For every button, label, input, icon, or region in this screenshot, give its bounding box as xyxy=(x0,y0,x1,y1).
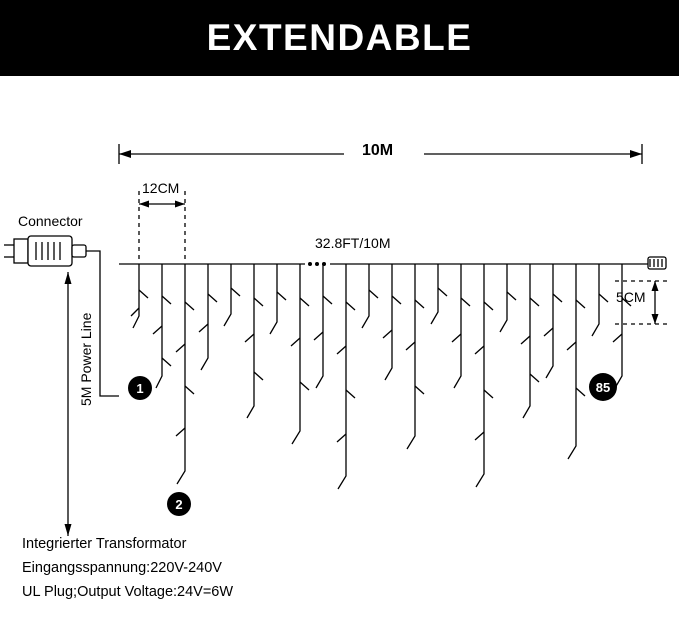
dim-10m-arrow-right xyxy=(630,150,642,158)
icicle-strands xyxy=(131,264,631,489)
plug-body xyxy=(14,239,28,263)
product-diagram xyxy=(0,76,679,617)
label-connector: Connector xyxy=(18,213,83,229)
page-title: EXTENDABLE xyxy=(206,17,473,58)
marker-85: 85 xyxy=(589,373,617,401)
dim-10m-arrow-left xyxy=(119,150,131,158)
marker-1: 1 xyxy=(128,376,152,400)
marker-2: 2 xyxy=(167,492,191,516)
wire-dot-1 xyxy=(308,262,312,266)
spec-line-2: Eingangsspannung:220V-240V xyxy=(22,560,222,576)
wire-dot-2 xyxy=(315,262,319,266)
dim-5m-arrow-top xyxy=(65,272,72,284)
label-spacing-12cm: 12CM xyxy=(142,180,180,196)
end-connector xyxy=(648,257,666,269)
label-length-ft-m: 32.8FT/10M xyxy=(315,235,391,251)
spec-line-1: Integrierter Transformator xyxy=(22,536,187,552)
dim-12cm-arrow-left xyxy=(139,201,149,208)
dim-5cm-arrow-top xyxy=(652,281,659,291)
label-drop-spacing-5cm: 5CM xyxy=(616,289,646,305)
dim-12cm-arrow-right xyxy=(175,201,185,208)
dim-5cm-arrow-bottom xyxy=(652,314,659,324)
label-power-line: 5M Power Line xyxy=(78,312,94,406)
spec-line-3: UL Plug;Output Voltage:24V=6W xyxy=(22,584,234,600)
connector-plug-end xyxy=(72,245,86,257)
transformer-box xyxy=(28,236,72,266)
header-banner xyxy=(0,0,679,76)
label-total-length: 10M xyxy=(362,142,394,159)
